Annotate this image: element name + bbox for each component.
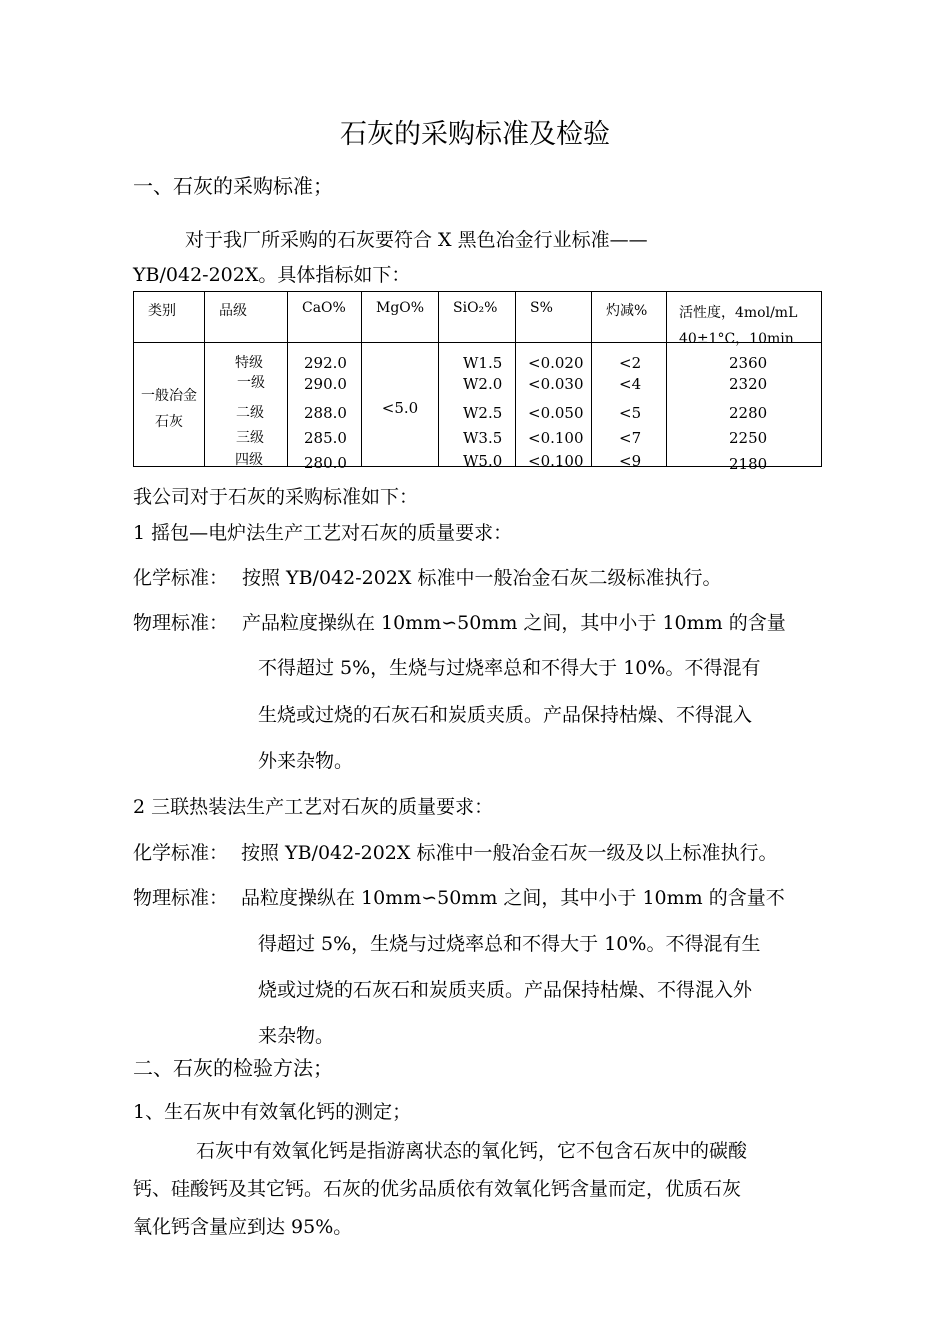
sio2-fourth: W5.0 xyxy=(463,452,503,470)
sio2-special: W1.5 xyxy=(463,354,503,372)
activity-fourth: 2180 xyxy=(729,455,768,473)
loss-special: <2 xyxy=(619,354,642,372)
section2-heading: 二、石灰的检验方法； xyxy=(133,1056,333,1080)
header-activity-line2: 40±1°C，10min xyxy=(679,331,794,347)
s-special: <0.020 xyxy=(528,354,584,372)
item2-title: 2 三联热装法生产工艺对石灰的质量要求： xyxy=(133,796,494,818)
intro-line-2: YB/042-202X。具体指标如下： xyxy=(133,264,411,286)
loss-third: <7 xyxy=(619,429,642,447)
category-line2: 石灰 xyxy=(155,414,183,430)
header-sio2: SiO₂% xyxy=(453,300,498,316)
cao-third: 285.0 xyxy=(304,429,347,447)
company-standard-line: 我公司对于石灰的采购标准如下： xyxy=(133,486,419,508)
s-first: <0.030 xyxy=(528,375,584,393)
cao-fourth: 280.0 xyxy=(304,454,347,472)
table-header-row xyxy=(134,292,822,343)
header-s: S% xyxy=(530,300,553,316)
grade-fourth: 四级 xyxy=(235,452,263,468)
category-line1: 一般冶金 xyxy=(141,388,197,404)
grade-first: 一级 xyxy=(237,375,265,391)
loss-fourth: <9 xyxy=(619,452,642,470)
cao-second: 288.0 xyxy=(304,404,347,422)
s-second: <0.050 xyxy=(528,404,584,422)
section2-para-line-2: 钙、硅酸钙及其它钙。石灰的优劣品质依有效氧化钙含量而定，优质石灰 xyxy=(133,1178,742,1200)
item2-phys-line-2: 得超过 5%，生烧与过烧率总和不得大于 10%。不得混有生 xyxy=(258,933,761,955)
item2-phys-line-3: 烧或过烧的石灰石和炭质夹质。产品保持枯燥、不得混入外 xyxy=(258,979,753,1001)
header-activity-line1: 活性度，4mol/mL xyxy=(679,305,798,321)
s-fourth: <0.100 xyxy=(528,452,584,470)
s-third: <0.100 xyxy=(528,429,584,447)
header-loss: 灼减% xyxy=(606,303,648,319)
mgo-value: <5.0 xyxy=(381,399,419,417)
item1-chem-label: 化学标准： xyxy=(133,567,229,589)
header-category: 类别 xyxy=(148,303,176,319)
item1-chem-text: 按照 YB/042-202X 标准中一般冶金石灰二级标准执行。 xyxy=(242,567,722,589)
loss-second: <5 xyxy=(619,404,642,422)
grade-third: 三级 xyxy=(236,430,264,446)
activity-third: 2250 xyxy=(729,429,768,447)
item2-phys-line-1: 品粒度操纵在 10mm∽50mm 之间，其中小于 10mm 的含量不 xyxy=(241,887,785,909)
item1-phys-line-3: 生烧或过烧的石灰石和炭质夹质。产品保持枯燥、不得混入 xyxy=(258,704,753,726)
item2-phys-line-4: 来杂物。 xyxy=(258,1025,335,1047)
item1-phys-line-4: 外来杂物。 xyxy=(258,750,354,772)
page-title: 石灰的采购标准及检验 xyxy=(340,119,610,150)
loss-first: <4 xyxy=(619,375,642,393)
item2-chem-text: 按照 YB/042-202X 标准中一般冶金石灰一级及以上标准执行。 xyxy=(241,842,778,864)
section2-para-line-3: 氧化钙含量应到达 95%。 xyxy=(133,1216,353,1238)
item1-phys-line-1: 产品粒度操纵在 10mm∽50mm 之间，其中小于 10mm 的含量 xyxy=(242,612,786,634)
grade-second: 二级 xyxy=(236,405,264,421)
cao-special: 292.0 xyxy=(304,354,347,372)
section2-sub1: 1、生石灰中有效氧化钙的测定； xyxy=(133,1101,412,1123)
cao-first: 290.0 xyxy=(304,375,347,393)
table-body-row xyxy=(134,343,822,467)
item1-title: 1 摇包—电炉法生产工艺对石灰的质量要求： xyxy=(133,522,513,544)
header-cao: CaO% xyxy=(302,300,346,316)
header-grade: 品级 xyxy=(219,303,247,319)
item1-phys-line-2: 不得超过 5%，生烧与过烧率总和不得大于 10%。不得混有 xyxy=(258,657,761,679)
item2-chem-label: 化学标准： xyxy=(133,842,229,864)
sio2-third: W3.5 xyxy=(463,429,503,447)
sio2-first: W2.0 xyxy=(463,375,503,393)
item1-phys-label: 物理标准： xyxy=(133,612,229,634)
spec-table xyxy=(133,291,822,473)
section1-heading: 一、石灰的采购标准； xyxy=(133,174,333,198)
activity-special: 2360 xyxy=(729,354,768,372)
header-mgo: MgO% xyxy=(376,300,425,316)
intro-line-1: 对于我厂所采购的石灰要符合 X 黑色冶金行业标准—— xyxy=(185,229,648,251)
activity-first: 2320 xyxy=(729,375,768,393)
sio2-second: W2.5 xyxy=(463,404,503,422)
item2-phys-label: 物理标准： xyxy=(133,887,229,909)
section2-para-line-1: 石灰中有效氧化钙是指游离状态的氧化钙，它不包含石灰中的碳酸 xyxy=(196,1140,748,1162)
grade-special: 特级 xyxy=(235,355,263,371)
activity-second: 2280 xyxy=(729,404,768,422)
